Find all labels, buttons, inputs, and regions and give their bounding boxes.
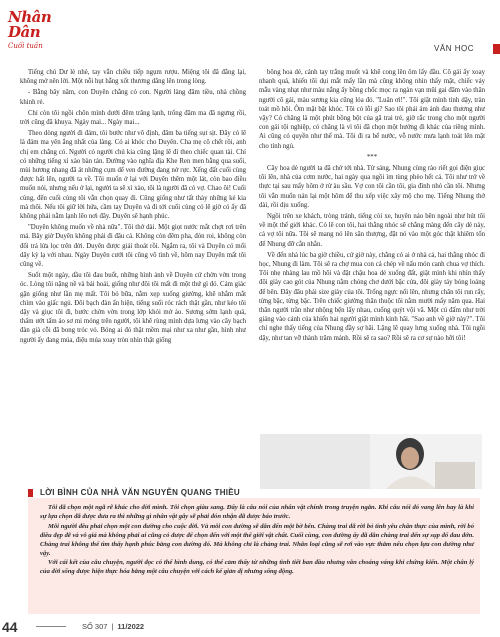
paragraph: Cây hoa dẻ người ta đã chở tới nhà. Từ sáng, Nhung cùng rào riết gọi điện giục tôi lên, nhà của cơm nước, hai ngày qua ngồi ìm tùng phèo hết cả. Tôi như trở về thực tại sau mấy hôm ở rừ àu sầu. Vợ con tôi cần tôi, gia đình nhỏ cần tôi. Nhưng tôi vẫn muốn nán lại một hôm để thu xếp việc xây mộ cho mẹ. Tiếng Nhung thở dài, rồi dịu xuống. [259,165,485,209]
issue-date: 11/2022 [117,622,145,631]
section-label: VĂN HỌC [434,44,474,53]
article-column-left [20,68,246,378]
paragraph: Ngồi trên xe khách, tròng tránh, tiếng còi xe, huyên náo bên ngoài như hút tôi về một thế giới khác. Có lẽ con tôi, hai thằng nhóc sẽ chẳng màng đến cây dẻ này, cả vợ tôi nữa. Tôi sẽ mang nó lên sân thượng, đặt nó vào một góc thật khiêm tốn để Nhung đỡ cằn nhằn. [259,213,485,248]
commentary-paragraph: Tôi đã chọn một ngã rẽ khác cho đời mình. Tôi chọn giàu sang. Đấy là câu nói của nhân vật chính trong truyện ngắn. Khi câu nói đó vang lên hay là khi sự lựa chọn đã được đưa ra thì những gì nhân vật gây sẽ phải đón nhận đã được báo trước. [40,504,474,520]
commentary-paragraph: Mỗi người đều phải chọn một con đường cho cuộc đời. Và mỗi con đường sẽ dẫn đến một bờ bến. Chàng trai đã rời bỏ tình yêu chân thực của mình, rời bỏ điều đẹp đẽ và vô giá mà không phải ai cũng có được để chọn đến với một thế giới vật chất. Cuối cùng, con đường ấy đã dẫn chàng trai đến sự sụp đổ đau đớn. Chàng trai không thể tìm thấy hạnh phúc bằng con đường đó. Mà không chỉ là chàng trai. Nhân loại cũng sẽ rơi vào vực thẳm nếu chọn lựa con đường như vậy. [40,522,474,557]
commentary-paragraph: Với cái kết của câu chuyện, người đọc có thể hình dung, có thể cảm thấy từ những tình tiết ban đầu nhưng vẫn choáng váng khi chứng kiến. Một chân lý của đời sống được hiện thực hóa bằng một câu chuyện với cách kể giản dị nhưng sống động. [40,559,474,576]
paragraph: Suốt một ngày, dầu tôi đau buốt, những hình ảnh về Duyên cứ chờn vờn trong óc. Lòng tôi nặng nề và bải hoải, giống như đôi tôi mất đi một thứ gì đó. Cảm giác gặn giống như lần mẹ mất. Tôi bỏ bữa, nằm xẹp xuống giường, khẽ nhắm mắt chìm vào giấc ngủ. Đôi bạch đàn ẩn hiện, tiếng suối róc rách thật gần, như kéo tôi dậy và giục tôi đi, bước chờn vờn trong lớp khói mờ ảo. Sương sớm lạnh quá, thấm ướt tấm áo sơ mi mỏng trên người, tôi khẽ rùng mình dựa lưng vào cây bạch đàn già cỗi đã bong tróc vỏ. Bóng ai đó thật mềm mại như xa như gần, hình như người ấy đang múa, điệu múa xoay tròn nhìn thật giống [20,272,246,344]
paragraph: Về đến nhà lúc ba giờ chiều, cứ giờ này, chẳng có ai ở nhà cả, hai thằng nhóc đi học, Nhung đi làm. Tôi sẽ ra chợ mua con cá chép về nấu món canh chua vợ thích. Tôi nhẹ nhàng lau mồ hôi và đặt chậu hoa dẻ xuống đất, giật mình khi nhìn thấy đôi giày cao gót của Nhung nằm chỏng chơ dưới bậc cửa, đôi giày táy bóng loáng để bên. Đây đâu phải size giày của tôi. Trống ngực nổi lên, nhưng chân tôi run rẩy, từng bậc, từng bậc. Trên chiếc giường thân thuộc tôi nằm mười mấy năm qua. Hai thân người trần như nhộng bện lấy nhau, cuống quýt vội vã. Một cú đấm như trời giáng vào cảnh của khiến hai người giật mình kinh hãi. "Sao anh về giờ này?". Tôi chỉ nghe thấy tiếng của Nhung đầy sợ hãi. Lặng lẽ quay lưng xuống nhà. Tôi ngồi dậy, như tan vỡ thành trăm mảnh. Rồi sẽ ra sao? Rồi sẽ ra cơ sự nào hỡi tôi! [259,251,485,342]
paragraph: bông hoa dẻ, cánh tay trắng muốt và khẽ cong lên ôm lấy đầu. Cô gái ấy xoay nhanh quá, khiến tôi dụi mắt mấy lần mà cũng không nhìn thấy mặt, chiếc váy mẫu vàng nhạt như màu nắng ấy bồng chốc mọc ra ngàn vạn mũi gai đâm vào thân người cô gái, màu sương kia cũng lóa đỏ. "Luân ơi!". Tôi giật mình tỉnh dậy, tràn toát mồ hôi. Ôm mặt bật khóc. Tôi có lỗi gì? Sao tôi phải ám ảnh đau thương như vậy? Có chăng là một phút bồng bột của gã trai trẻ, giờ rắc trong cho một người con gái tội nghiệp, có chăng là vì tôi đã chọn một hướng đi khác của riêng mình. Ai cũng có quyền như thế mà. Tôi đi ra bể nước, vỗ nước mưa lạnh toát lên mặt cho tỉnh ngủ. [259,69,485,150]
footer-divider [36,626,66,627]
section-accent-bar [493,44,500,54]
issue-number: SỐ 307 [82,622,108,631]
issue-info [82,622,144,631]
paragraph: Tiếng chú Dư lè nhè, tay vẫn chiều tiếp ngụm rượu. Miệng tôi đã đắng lại, không mở nên lời. Một nỗi hụt hẫng xốt thương dâng lên trong lòng. [20,69,246,86]
paragraph: - Bằng bây năm, con Duyên chẳng có con. Người làng đâm tiều, nhà chồng khinh rẻ. [20,89,246,106]
article-column-right [259,68,485,378]
paragraph: Chỉ còn tôi ngồi chôn mình dưới đêm trăng lạnh, trống đâm ma đã ngưng rồi, trời cũng đã khuya. Ngày mai... Ngày mai... [20,109,246,127]
commentary-header [28,485,480,499]
page-number: 44 [2,619,18,635]
commentary-accent-bar [28,489,33,497]
commentary-body [40,504,474,578]
commentary-title: LỜI BÌNH CỦA NHÀ VĂN NGUYỄN QUANG THIỀU [40,488,241,497]
page-header [0,0,500,53]
logo-main-text: Nhân Dân [8,8,52,41]
issue-separator: | [111,622,114,631]
page-footer [0,612,500,637]
paragraph: Theo dòng người đi đám, tôi bước như vô định, đâm ba tiếng sụt sịt. Đây có lẽ là đám ma yên ắng nhất của làng. Có ai khóc cho Duyên. Cha mẹ cô chết rồi, anh chị em chẳng có. Người có người chú kia cũng lặng lẽ đi theo chiếc quan tài. Chỉ có những tiếng xì xào bàn tán. Đường vào nghĩa địa Khe Ren men bằng qua suối, mùi hương nhang đã át những cụm dế ven đường đang nở rực. Xếng đất cuối cùng được hất lên, người ta về. Tôi muốn ở lại với Duyên thêm một lát, còn bao điều muốn nói, nhưng nếu ở lại, người ta sẽ xì xào, tôi là người đã có vợ. Chao ôi! Cuối cùng, đến cuối cùng tôi vẫn chọn quay đi. Cũng giống như tất thảy những kẻ kia mà thôi. Nếu tôi giữ lời hứa, cầm tay Duyên và đi tới cuối cùng có lẽ giờ có ấy đã không phải nằm lạnh lẽo nơi đây. Duyên sẽ hạnh phúc. [20,130,246,221]
logo-sub-text: Cuối tuần [8,42,43,50]
paragraph: "Duyên không muốn về nhà nữa". Tôi thở dài. Một giọt nước mắt chợt rơi trên má. Bây giờ Duyên không phải đi đâu cả. Không còn đêm pha, đón roi, không còn đối trả lửa lọc trên đời. Duyên được giải thoát rồi. Ngắm ra, tôi và Duyên có mối dây kỳ lạ với nhau. Ngày Duyên cưới tôi cũng vô tình về, hôm nay Duyên mất tôi cũng về. [20,224,246,269]
author-photo-illustration [260,434,482,489]
section-break: *** [366,153,378,161]
newspaper-logo [8,8,54,50]
author-photo [260,434,482,489]
